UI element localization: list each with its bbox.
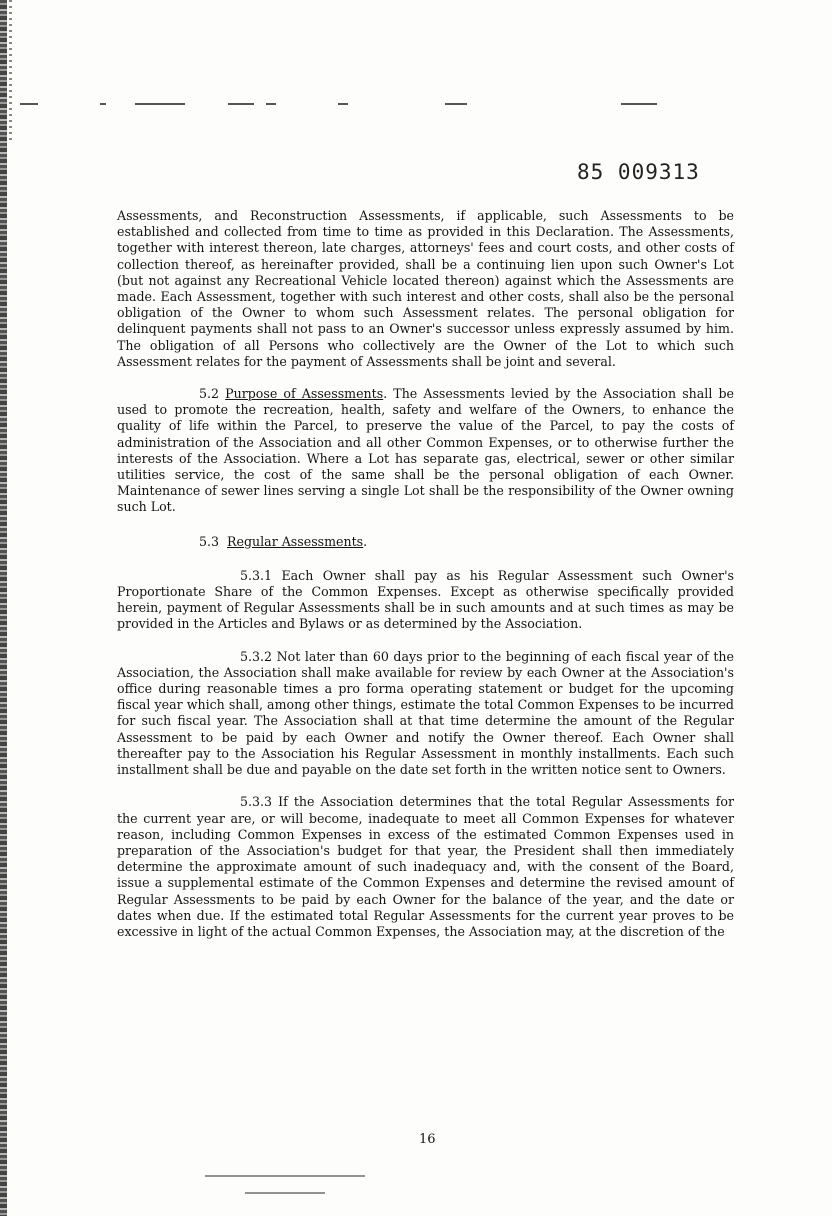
section-heading-5-3 <box>117 534 734 550</box>
section-title-period: . <box>363 533 368 549</box>
scan-dash-artifacts <box>20 103 720 107</box>
document-body <box>117 208 734 940</box>
section-number-5-3: 5.3 <box>199 533 220 549</box>
scan-edge-artifact <box>0 0 7 1216</box>
paragraph-assessments-lien: Assessments, and Reconstruction Assessments, if applicable, such Assessments to be established and collected from time to time as provided in this Declaration. The Assessments, together with interest thereon, late charges, attorneys' fees and court costs, and other costs of collection thereof, as hereinafter provided, shall be a continuing lien upon such Owner's Lot (but not against any Recreational Vehicle located thereon) against which the Assessments are made. Each Assessment, together with such interest and other costs, shall also be the personal obligation of the Owner to whom such Assessment relates. The personal obligation for delinquent payments shall not pass to an Owner's successor unless expressly assumed by him. The obligation of all Persons who collectively are the Owner of the Lot to which such Assessment relates for the payment of Assessments shall be joint and several. <box>117 208 734 369</box>
page-number: 16 <box>419 1132 436 1147</box>
scan-smudge-artifact-2 <box>245 1192 325 1194</box>
section-number-5-2: 5.2 <box>199 386 220 402</box>
paragraph-5-3-3: 5.3.3 If the Association determines that the total Regular Assessments for the current year are, or will become, inadequate to meet all Common Expenses for whatever reason, including Common Expenses in excess of the estimated Common Expenses used in preparation of the Association's budget for that year, the President shall then immediately determine the approximate amount of such inadequacy and, with the consent of the Board, issue a supplemental estimate of the Common Expenses and determine the revised amount of Regular Assessments to be paid by each Owner for the balance of the year, and the date or dates when due. If the estimated total Regular Assessments for the current year proves to be excessive in light of the actual Common Expenses, the Association may, at the discretion of the <box>117 794 734 939</box>
scan-edge-artifact-2 <box>9 0 12 140</box>
paragraph-5-3-2: 5.3.2 Not later than 60 days prior to the beginning of each fiscal year of the Association, the Association shall make available for review by each Owner at the Association's office during reasonable times a pro forma operating statement or budget for the upcoming fiscal year which shall, among other things, estimate the total Common Expenses to be incurred for such fiscal year. The Association shall at that time determine the amount of the Regular Assessment to be paid by each Owner and notify the Owner thereof. Each Owner shall thereafter pay to the Association his Regular Assessment in monthly installments. Each such installment shall be due and payable on the date set forth in the written notice sent to Owners. <box>117 648 734 778</box>
section-heading-purpose: Purpose of Assessments <box>225 386 384 402</box>
section-title-regular-assessments: Regular Assessments <box>227 533 364 549</box>
paragraph-5-2 <box>117 386 734 516</box>
paragraph-5-2-body: . The Assessments levied by the Association shall be used to promote the recreation, health, safety and welfare of the Owners, to enhance the quality of life within the Parcel, to preserve the value of the Parcel, to pay the costs of administration of the Association and all other Common Expenses, or to otherwise further the interests of the Association. Where a Lot has separate gas, electrical, sewer or other similar utilities service, the cost of the same shall be the personal obligation of each Owner. Maintenance of sewer lines serving a single Lot shall be the responsibility of the Owner owning such Lot. <box>117 386 734 515</box>
document-number: 85 009313 <box>577 160 700 184</box>
scan-smudge-artifact <box>205 1175 365 1177</box>
paragraph-5-3-1: 5.3.1 Each Owner shall pay as his Regular Assessment such Owner's Proportionate Share of the Common Expenses. Except as otherwise specifically provided herein, payment of Regular Assessments shall be in such amounts and at such times as may be provided in the Articles and Bylaws or as determined by the Association. <box>117 567 734 632</box>
